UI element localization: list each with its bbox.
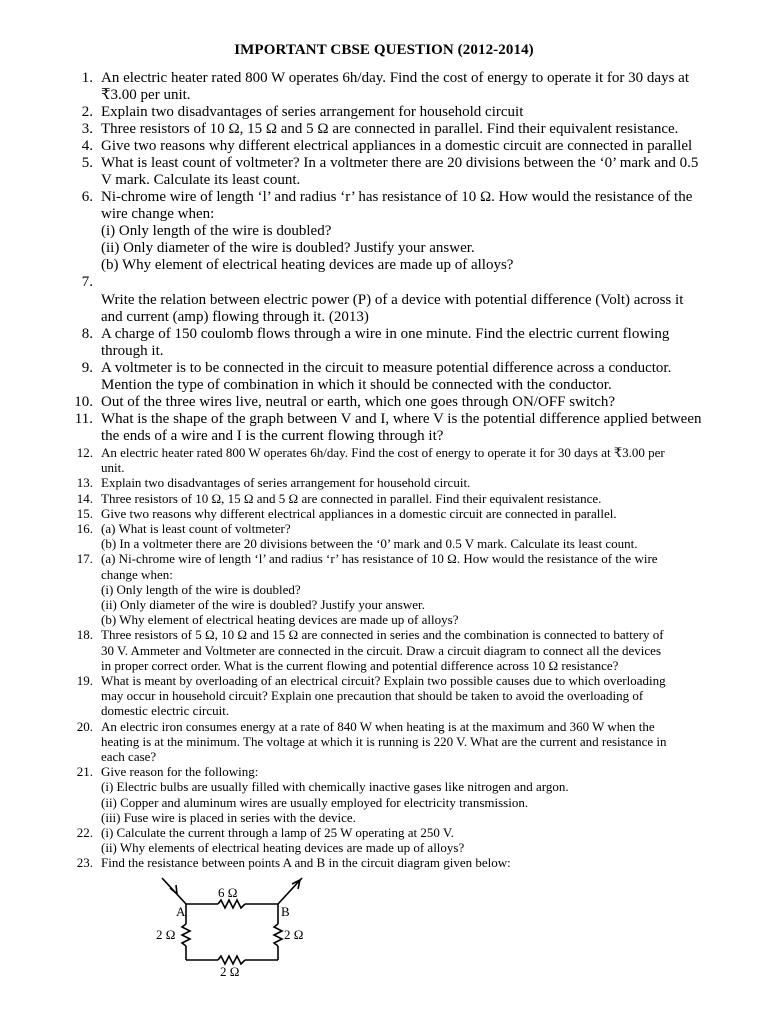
question-text-line: What is meant by overloading of an electrical circuit? Explain two possible causes due to which overloading (101, 673, 666, 689)
question-item (58, 475, 718, 490)
question-item (58, 825, 718, 855)
question-number: 9. (81, 360, 93, 376)
question-text-line: Three resistors of 5 Ω, 10 Ω and 15 Ω are connected in series and the combination is connected to battery of (101, 627, 664, 643)
question-text-line: Give two reasons why different electrical appliances in a domestic circuit are connected in parallel. (101, 505, 617, 521)
question-number: 3. (81, 121, 93, 137)
top-resistor-label: 6 Ω (218, 885, 238, 900)
question-text-line: ₹3.00 per unit. (101, 87, 191, 103)
question-number: 15. (76, 505, 93, 521)
question-number: 6. (81, 189, 93, 205)
question-number: 23. (76, 855, 93, 871)
question-text-line: An electric iron consumes energy at a rate of 840 W when heating is at the maximum and 360 W when the (101, 718, 655, 734)
question-text-line: Write the relation between electric power (P) of a device with potential difference (Volt) across it (101, 292, 684, 308)
right-resistor-label: 2 Ω (284, 927, 304, 942)
question-text-line: A voltmeter is to be connected in the circuit to measure potential difference across a conductor. (101, 360, 672, 376)
question-item (58, 138, 718, 155)
question-text-line: unit. (101, 460, 125, 476)
question-text-line: 30 V. Ammeter and Voltmeter are connected in the circuit. Draw a circuit diagram to connect all the devices (101, 642, 662, 658)
question-list (58, 70, 718, 871)
question-text-line: V mark. Calculate its least count. (101, 172, 301, 188)
question-number: 18. (76, 627, 93, 643)
question-number: 17. (76, 551, 93, 567)
question-text-line: (ii) Only diameter of the wire is doubled? Justify your answer. (101, 240, 475, 256)
question-text-line: (i) Only length of the wire is doubled? (101, 581, 301, 597)
question-text-line: wire change when: (101, 206, 215, 222)
question-text-line: and current (amp) flowing through it. (2013) (101, 309, 369, 325)
question-text-line: the ends of a wire and I is the current flowing through it? (101, 428, 444, 444)
question-number: 20. (76, 718, 93, 734)
question-text-line: An electric heater rated 800 W operates 6h/day. Find the cost of energy to operate it for 30 days at (101, 70, 689, 86)
question-text-line: (iii) Fuse wire is placed in series with the device. (101, 809, 356, 825)
question-number: 5. (81, 155, 93, 171)
question-item (58, 719, 718, 765)
question-text-line: heating is at the minimum. The voltage at which it is running is 220 V. What are the current and resistance in (101, 733, 667, 749)
question-item (58, 764, 718, 825)
question-text-line: through it. (101, 343, 164, 359)
question-text-line: (ii) Only diameter of the wire is doubled? Justify your answer. (101, 597, 425, 613)
question-text-line: Find the resistance between points A and B in the circuit diagram given below: (101, 855, 511, 871)
question-number: 21. (76, 764, 93, 780)
question-item (58, 189, 718, 274)
point-b-label: B (281, 904, 290, 919)
question-item (58, 274, 718, 326)
top-resistor-icon (218, 900, 245, 908)
question-text-line: may occur in household circuit? Explain one precaution that should be taken to avoid the overloading of (101, 688, 644, 704)
question-item (58, 104, 718, 121)
question-text-line: (ii) Copper and aluminum wires are usually employed for electricity transmission. (101, 794, 529, 810)
question-number: 8. (81, 326, 93, 342)
question-text-line: change when: (101, 566, 173, 582)
question-number: 22. (76, 825, 93, 841)
question-text-line: Three resistors of 10 Ω, 15 Ω and 5 Ω are connected in parallel. Find their equivalent resistance. (101, 490, 602, 506)
question-text-line: (i) Only length of the wire is doubled? (101, 223, 332, 239)
question-number: 11. (74, 411, 93, 427)
question-text-line: Give reason for the following: (101, 764, 259, 780)
question-item (58, 394, 718, 411)
question-text-line: Out of the three wires live, neutral or earth, which one goes through ON/OFF switch? (101, 394, 616, 410)
question-item (58, 445, 718, 475)
question-item (58, 360, 718, 394)
question-text-line: Give two reasons why different electrical appliances in a domestic circuit are connected in parallel (101, 138, 693, 154)
question-number: 4. (81, 138, 93, 154)
question-item (58, 551, 718, 627)
question-item (58, 627, 718, 673)
circuit-diagram (140, 872, 320, 980)
left-resistor-icon (182, 924, 190, 946)
question-item (58, 155, 718, 189)
question-number: 13. (76, 475, 93, 491)
question-number: 19. (76, 673, 93, 689)
question-number: 7. (81, 274, 93, 290)
question-text-line: (a) What is least count of voltmeter? (101, 521, 291, 537)
question-item (58, 326, 718, 360)
question-text-line: (i) Calculate the current through a lamp of 25 W operating at 250 V. (101, 825, 454, 841)
question-item (58, 673, 718, 719)
question-text-line: What is the shape of the graph between V and I, where V is the potential difference applied between (101, 411, 702, 427)
point-a-label: A (176, 904, 186, 919)
question-text-line: (a) Ni-chrome wire of length ‘l’ and radius ‘r’ has resistance of 10 Ω. How would the resistance of the wire (101, 551, 658, 567)
question-item (58, 121, 718, 138)
question-item (58, 855, 718, 870)
left-resistor-label: 2 Ω (156, 927, 176, 942)
question-text-line: in proper correct order. What is the current flowing and potential difference across 10 Ω resistance? (101, 657, 619, 673)
page-title: IMPORTANT CBSE QUESTION (2012-2014) (234, 42, 534, 58)
output-wire (278, 878, 302, 904)
question-text-line: Mention the type of combination in which it should be connected with the conductor. (101, 377, 612, 393)
question-text-line: Ni-chrome wire of length ‘l’ and radius ‘r’ has resistance of 10 Ω. How would the resistance of the (101, 189, 693, 205)
question-item (58, 411, 718, 445)
question-text-line: Three resistors of 10 Ω, 15 Ω and 5 Ω are connected in parallel. Find their equivalent resistance. (101, 121, 679, 137)
bottom-resistor-label: 2 Ω (220, 964, 240, 979)
question-text-line: A charge of 150 coulomb flows through a wire in one minute. Find the electric current flowing (101, 326, 670, 342)
right-resistor-icon (274, 924, 282, 946)
question-item (58, 70, 718, 104)
question-text-line: each case? (101, 749, 157, 765)
question-number: 10. (74, 394, 93, 410)
question-item (58, 521, 718, 551)
question-text-line: domestic electric circuit. (101, 703, 230, 719)
question-text-line: What is least count of voltmeter? In a voltmeter there are 20 divisions between the ‘0’ mark and 0.5 (101, 155, 699, 171)
question-text-line: (b) In a voltmeter there are 20 divisions between the ‘0’ mark and 0.5 V mark. Calculate its least count. (101, 536, 638, 552)
question-text-line: (b) Why element of electrical heating devices are made up of alloys? (101, 257, 514, 273)
question-item (58, 506, 718, 521)
question-number: 16. (76, 521, 93, 537)
question-text-line: An electric heater rated 800 W operates 6h/day. Find the cost of energy to operate it for 30 days at ₹3.00 per (101, 445, 665, 460)
question-text-line: (b) Why element of electrical heating devices are made up of alloys? (101, 612, 459, 628)
bottom-resistor-icon (218, 956, 245, 964)
question-number: 12. (76, 445, 93, 460)
question-number: 14. (76, 490, 93, 506)
question-item (58, 491, 718, 506)
question-text-line: (ii) Why elements of electrical heating devices are made up of alloys? (101, 840, 465, 856)
question-text-line: (i) Electric bulbs are usually filled with chemically inactive gases like nitrogen and argon. (101, 779, 569, 795)
question-number: 1. (81, 70, 93, 86)
question-number: 2. (81, 104, 93, 120)
question-text-line: Explain two disadvantages of series arrangement for household circuit (101, 104, 524, 120)
question-text-line: Explain two disadvantages of series arrangement for household circuit. (101, 475, 471, 491)
